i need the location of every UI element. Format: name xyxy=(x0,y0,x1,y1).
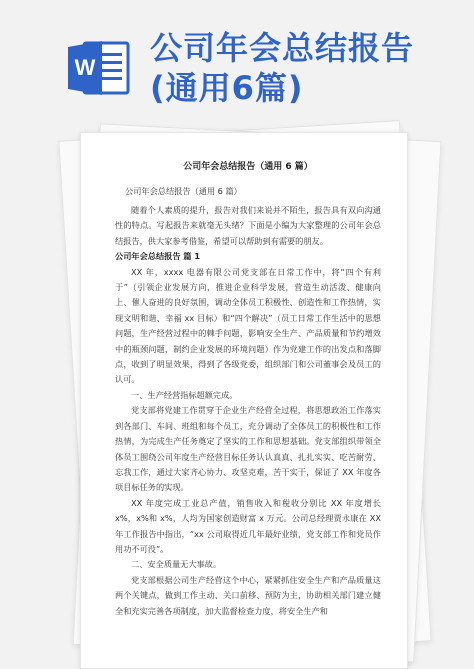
body-paragraph: 党支部根据公司生产经营这个中心，紧紧抓住安全生产和产品质量这两个关键点，做到工作主动、关口前移、预防为主，协助相关部门建立健全和充实完善各项制度，加大监督检查力度，将安全生产和 xyxy=(115,574,381,616)
intro-paragraph: 随着个人素质的提升，报告对我们来说并不陌生，报告具有双向沟通性的特点。写起报告来就毫无头绪？下面是小编为大家整理的公司年会总结报告，供大家参考借鉴，希望可以帮助到有需要的朋友。 xyxy=(115,205,381,246)
hero-title-line2: (通用6篇) xyxy=(150,69,304,107)
document-page xyxy=(80,132,408,669)
section-heading: 公司年会总结报告 篇 1 xyxy=(115,251,201,262)
hero-title xyxy=(150,28,450,108)
word-icon xyxy=(66,37,132,99)
hero-title-line1: 公司年会总结报告 xyxy=(150,29,415,67)
body-paragraph: XX 年，xxxx 电器有限公司党支部在日常工作中，将“四个有利于”（引领企业发展方向，推进企业科学发展，营造生动活泼、健康向上、催人奋进的良好氛围，调动全体员工积极性、创造性和工作热情，实现文明和谐、幸福 xx 目标）和“四个解决”（员工日常工作生活中的思想问题，生产经营过程中的棘手问题，影响安全生产、产品质量和节约增效中的瓶颈问题，制约企业发展的环境问题）作为党建工作的出发点和落脚点，收到了明显效果，得到了各级党委，组织部门和公司董事会及员工的认可。 xyxy=(115,266,381,385)
document-title: 公司年会总结报告（通用 6 篇） xyxy=(183,162,313,172)
body-paragraph: XX 年度完成工业总产值，销售收入和税收分别比 XX 年度增长 x%，x%和 x%，人均为国家创造财富 x 万元。公司总经理贾永康在 XX 年工作报告中指出，“xx 公司取得近几年最好业绩，党支部工作和党员作用功不可没”。 xyxy=(115,497,381,554)
list-item-heading: 一、生产经营指标超额完成。 xyxy=(131,389,238,400)
list-item-heading: 二、安全质量无大事故。 xyxy=(131,559,222,570)
word-icon-letter: W xyxy=(74,55,96,80)
body-paragraph: 党支部将党建工作贯穿于企业生产经营全过程，将思想政治工作落实到各部门、车间、班组和每个员工，充分调动了全体员工的积极性和工作热情，为完成生产任务奠定了坚实的工作和思想基础。党支部组织带领全体员工围绕公司年度生产经营目标任务认认真真、扎扎实实、吃苦耐劳、忘我工作，通过大家齐心协力、攻坚克难，苦干实干，保证了 XX 年度各项目标任务的实现。 xyxy=(115,405,381,493)
document-subtitle: 公司年会总结报告（通用 6 篇） xyxy=(125,186,242,196)
